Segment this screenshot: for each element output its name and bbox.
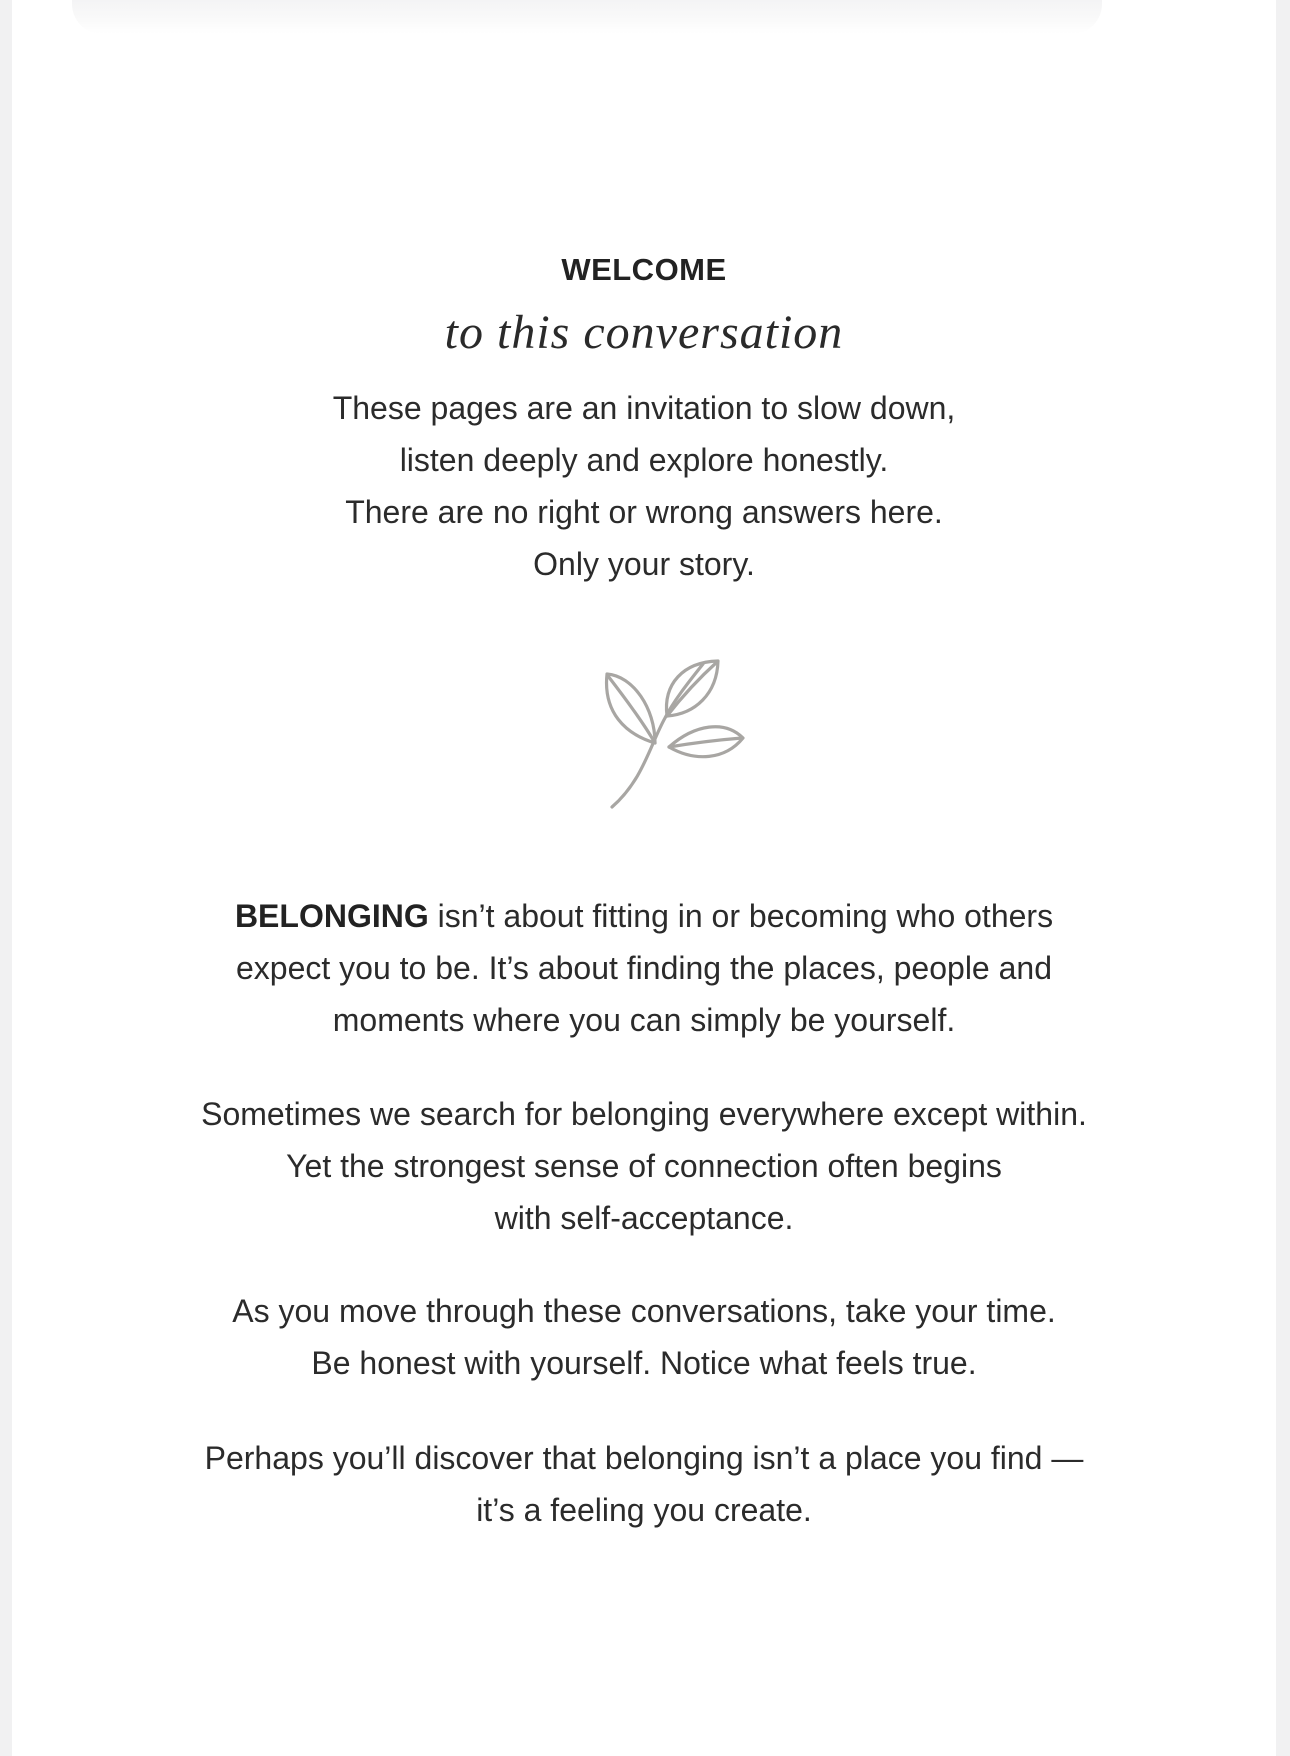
paragraph-line: Be honest with yourself. Notice what feels true. [311, 1345, 977, 1381]
belonging-line-text: isn’t about fitting in or becoming who others [428, 898, 1054, 934]
take-your-time-paragraph [12, 1285, 1276, 1389]
self-acceptance-paragraph [12, 1088, 1276, 1244]
closing-paragraph [12, 1432, 1276, 1536]
page-title: WELCOME [561, 252, 727, 287]
document-page [12, 0, 1276, 1756]
paragraph-line: with self-acceptance. [494, 1200, 794, 1236]
page-subtitle: to this conversation [444, 306, 844, 359]
intro-line: These pages are an invitation to slow down, [332, 390, 956, 426]
belonging-line: moments where you can simply be yourself. [332, 1002, 956, 1038]
belonging-line [12, 890, 1276, 942]
belonging-line: expect you to be. It’s about finding the places, people and [236, 950, 1052, 986]
paragraph-line: As you move through these conversations, take your time. [232, 1293, 1056, 1329]
paragraph-line: Sometimes we search for belonging everywhere except within. [201, 1096, 1087, 1132]
top-shadow [72, 0, 1102, 34]
belonging-keyword: BELONGING [234, 898, 429, 934]
intro-line: Only your story. [533, 546, 755, 582]
intro-line: listen deeply and explore honestly. [399, 442, 889, 478]
paragraph-line: Yet the strongest sense of connection often begins [286, 1148, 1002, 1184]
paragraph-line: it’s a feeling you create. [476, 1492, 812, 1528]
leaf-sprig-icon [595, 650, 765, 820]
intro-paragraph [12, 382, 1276, 590]
belonging-paragraph [12, 890, 1276, 1046]
intro-line: There are no right or wrong answers here. [345, 494, 943, 530]
paragraph-line: Perhaps you’ll discover that belonging isn’t a place you find — [204, 1440, 1084, 1476]
